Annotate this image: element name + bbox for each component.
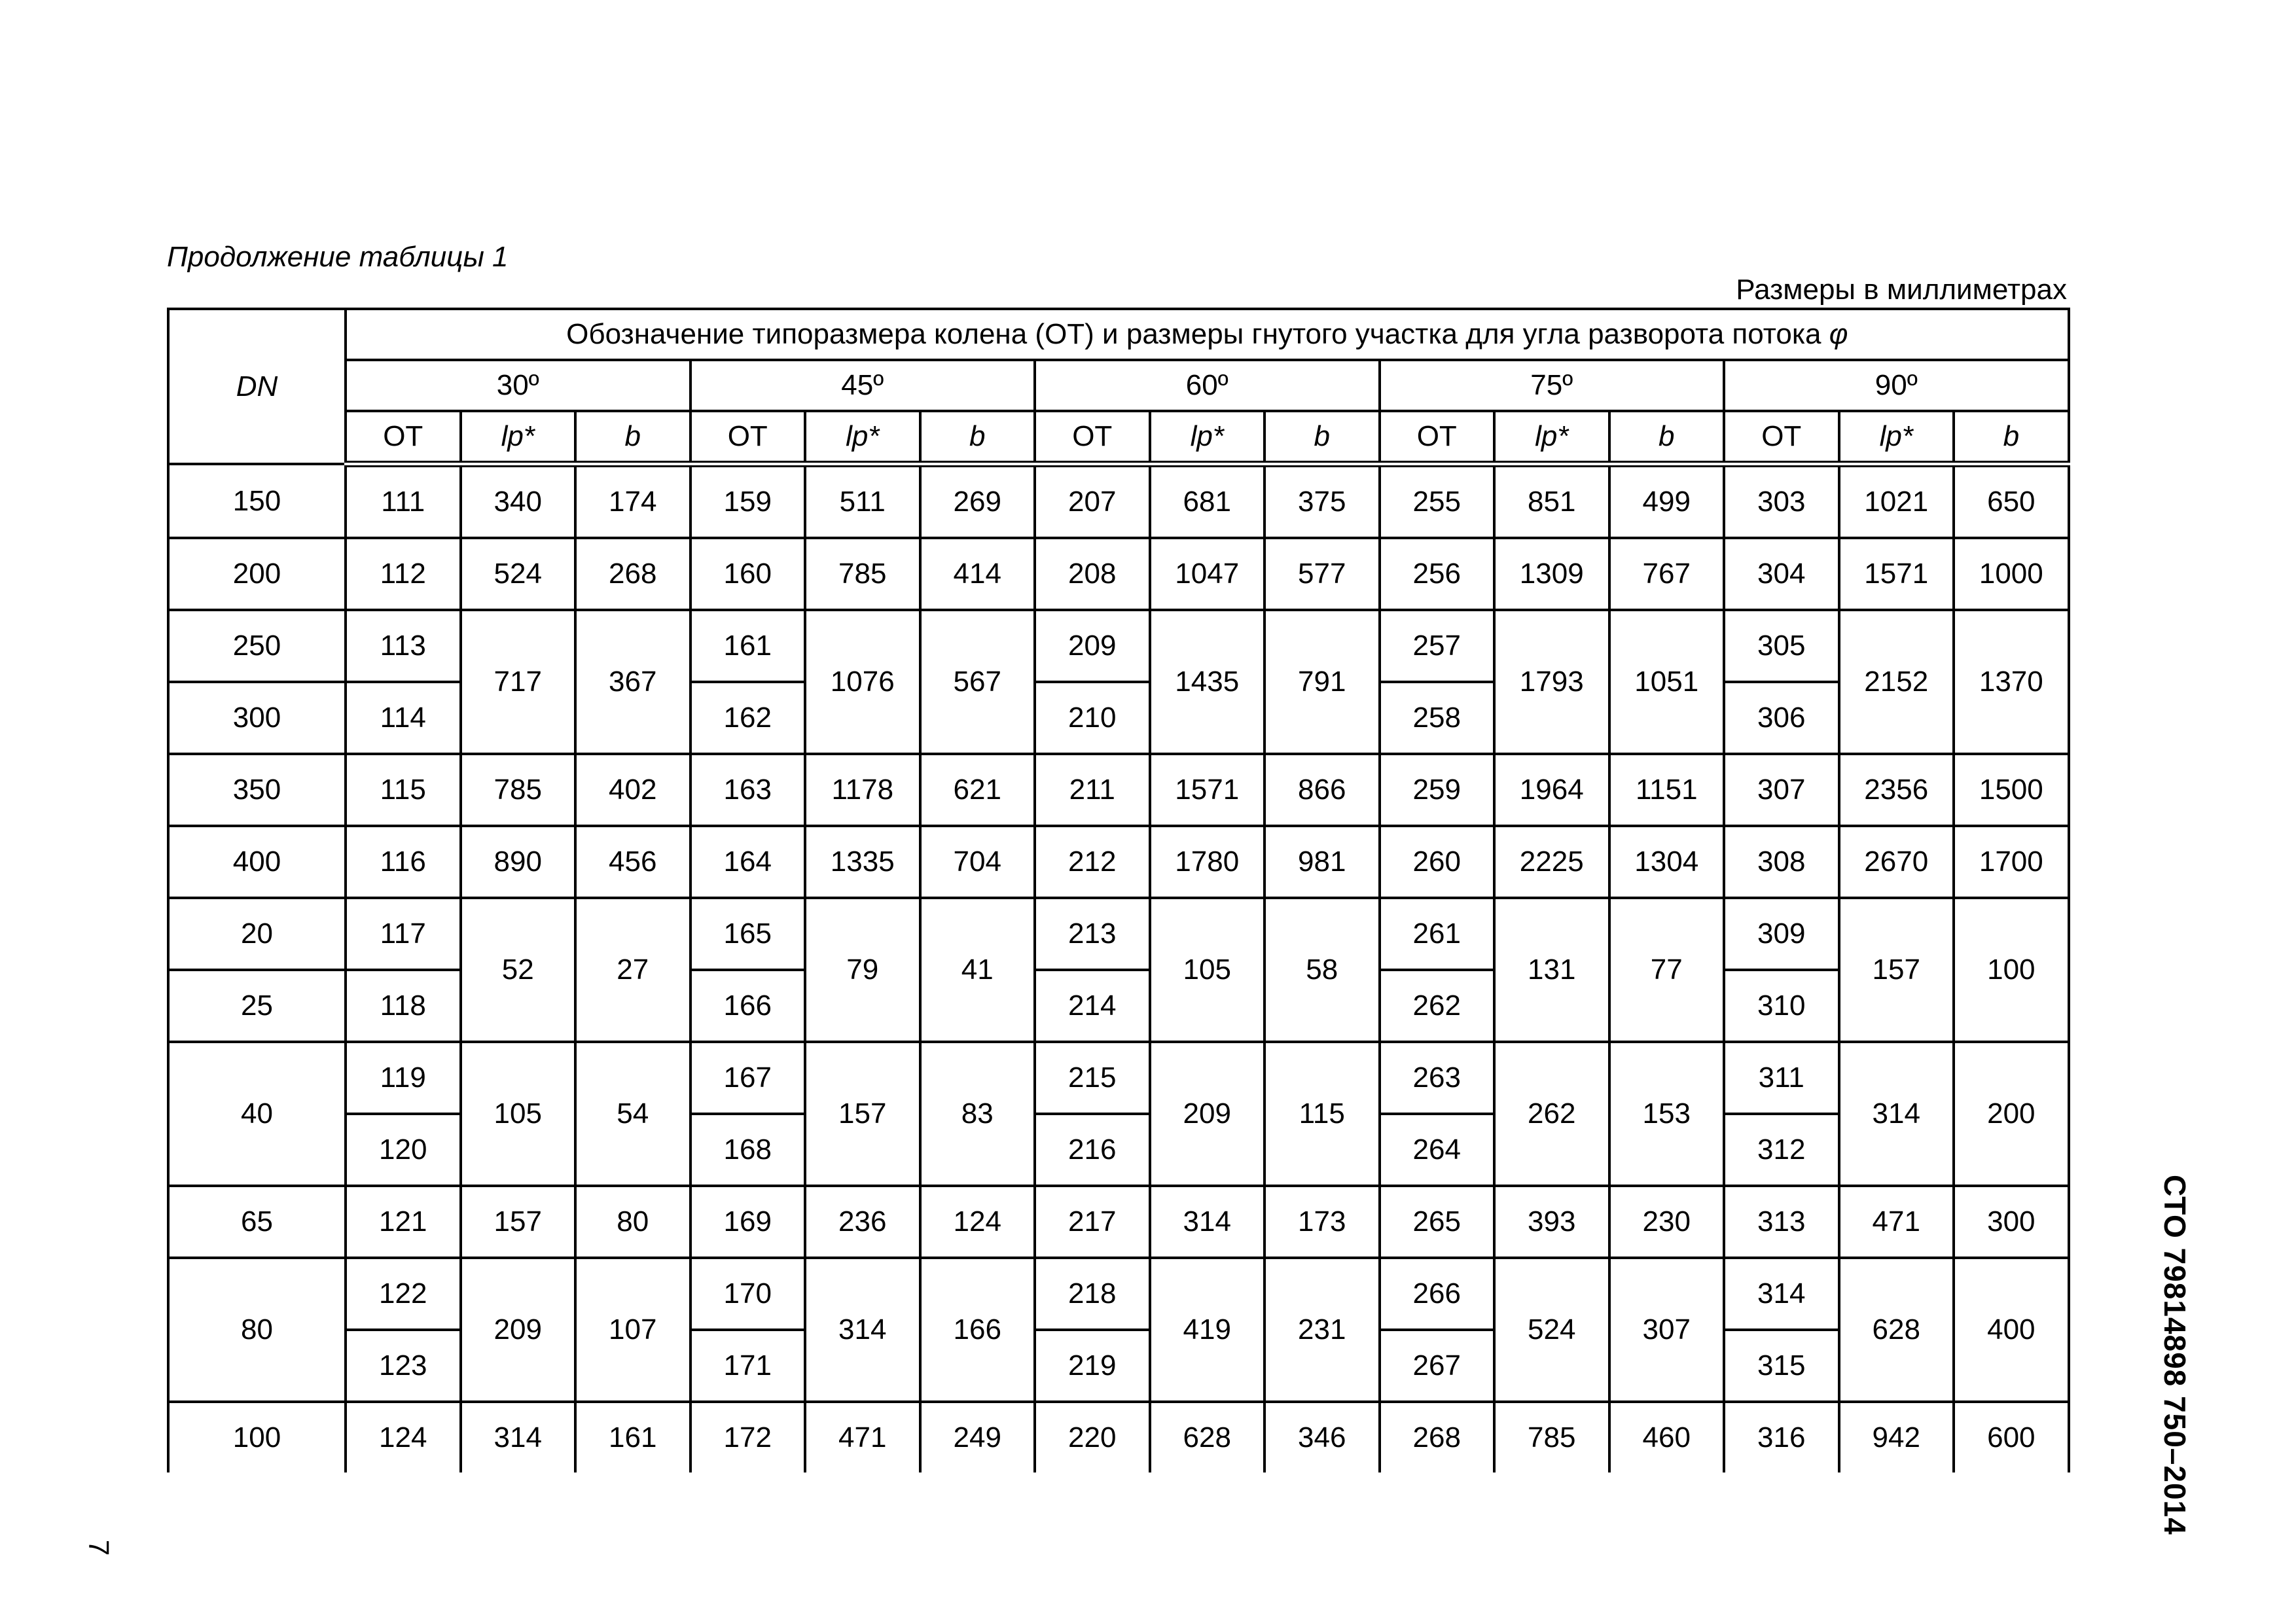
table-row <box>168 754 2069 826</box>
cell-ot: 316 <box>1724 1402 1839 1472</box>
cell-dn: 400 <box>168 826 346 898</box>
cell-lp: 157 <box>805 1042 920 1186</box>
cell-lp: 131 <box>1494 898 1609 1042</box>
table-row <box>168 538 2069 610</box>
cell-lp: 2670 <box>1839 826 1954 898</box>
cell-ot: 311 <box>1724 1042 1839 1114</box>
header-sub-b: b <box>920 411 1035 464</box>
table-row <box>168 464 2069 538</box>
cell-lp: 2356 <box>1839 754 1954 826</box>
cell-lp: 79 <box>805 898 920 1042</box>
table-row <box>168 1402 2069 1472</box>
cell-ot: 172 <box>691 1402 806 1472</box>
cell-ot: 306 <box>1724 682 1839 754</box>
cell-lp: 524 <box>1494 1258 1609 1402</box>
cell-b: 1370 <box>1954 610 2069 754</box>
cell-b: 1051 <box>1609 610 1725 754</box>
table-row <box>168 1258 2069 1330</box>
cell-lp: 471 <box>1839 1186 1954 1258</box>
table-row <box>168 1330 2069 1402</box>
cell-ot: 168 <box>691 1114 806 1186</box>
cell-lp: 524 <box>461 538 576 610</box>
cell-lp: 52 <box>461 898 576 1042</box>
cell-lp: 209 <box>461 1258 576 1402</box>
header-sub-lp: lp* <box>1839 411 1954 464</box>
cell-dn: 300 <box>168 682 346 754</box>
cell-ot: 164 <box>691 826 806 898</box>
cell-b: 107 <box>575 1258 691 1402</box>
cell-b: 704 <box>920 826 1035 898</box>
header-angle: 60º <box>1035 360 1380 411</box>
cell-ot: 266 <box>1380 1258 1495 1330</box>
header-sub-lp: lp* <box>1150 411 1265 464</box>
cell-ot: 315 <box>1724 1330 1839 1402</box>
table-row <box>168 682 2069 754</box>
header-sub-ot: ОТ <box>1035 411 1150 464</box>
cell-lp: 851 <box>1494 464 1609 538</box>
cell-lp: 785 <box>461 754 576 826</box>
header-sub-ot: ОТ <box>691 411 806 464</box>
cell-b: 767 <box>1609 538 1725 610</box>
cell-b: 375 <box>1265 464 1380 538</box>
cell-dn: 100 <box>168 1402 346 1472</box>
cell-ot: 216 <box>1035 1114 1150 1186</box>
cell-b: 1151 <box>1609 754 1725 826</box>
cell-ot: 303 <box>1724 464 1839 538</box>
cell-lp: 890 <box>461 826 576 898</box>
cell-ot: 113 <box>346 610 461 682</box>
cell-ot: 210 <box>1035 682 1150 754</box>
cell-dn: 80 <box>168 1258 346 1402</box>
cell-lp: 511 <box>805 464 920 538</box>
cell-ot: 268 <box>1380 1402 1495 1472</box>
cell-lp: 471 <box>805 1402 920 1472</box>
cell-dn: 25 <box>168 970 346 1042</box>
cell-b: 346 <box>1265 1402 1380 1472</box>
cell-ot: 265 <box>1380 1186 1495 1258</box>
cell-lp: 1178 <box>805 754 920 826</box>
cell-lp: 314 <box>461 1402 576 1472</box>
cell-lp: 314 <box>805 1258 920 1402</box>
cell-b: 1000 <box>1954 538 2069 610</box>
cell-b: 58 <box>1265 898 1380 1042</box>
cell-dn: 350 <box>168 754 346 826</box>
group-title-text: Обозначение типоразмера колена (ОТ) и размеры гнутого участка для угла разворота потока <box>566 318 1829 350</box>
cell-lp: 157 <box>1839 898 1954 1042</box>
cell-b: 174 <box>575 464 691 538</box>
cell-ot: 160 <box>691 538 806 610</box>
cell-ot: 171 <box>691 1330 806 1402</box>
header-angle: 75º <box>1380 360 1725 411</box>
cell-ot: 118 <box>346 970 461 1042</box>
cell-lp: 105 <box>1150 898 1265 1042</box>
cell-lp: 1780 <box>1150 826 1265 898</box>
cell-b: 268 <box>575 538 691 610</box>
cell-ot: 262 <box>1380 970 1495 1042</box>
page-number: 7 <box>82 1539 115 1556</box>
cell-ot: 255 <box>1380 464 1495 538</box>
cell-b: 499 <box>1609 464 1725 538</box>
cell-b: 83 <box>920 1042 1035 1186</box>
header-sub-b: b <box>1265 411 1380 464</box>
header-sub-ot: ОТ <box>346 411 461 464</box>
cell-b: 80 <box>575 1186 691 1258</box>
cell-b: 621 <box>920 754 1035 826</box>
cell-ot: 207 <box>1035 464 1150 538</box>
cell-lp: 105 <box>461 1042 576 1186</box>
cell-b: 300 <box>1954 1186 2069 1258</box>
table-row <box>168 1114 2069 1186</box>
cell-ot: 215 <box>1035 1042 1150 1114</box>
cell-ot: 218 <box>1035 1258 1150 1330</box>
header-sub-ot: ОТ <box>1380 411 1495 464</box>
cell-ot: 170 <box>691 1258 806 1330</box>
cell-b: 414 <box>920 538 1035 610</box>
header-group-title <box>346 309 2069 360</box>
header-dn: DN <box>168 309 346 464</box>
table-row <box>168 1042 2069 1114</box>
cell-b: 115 <box>1265 1042 1380 1186</box>
cell-ot: 167 <box>691 1042 806 1114</box>
header-sub-b: b <box>1954 411 2069 464</box>
cell-lp: 1435 <box>1150 610 1265 754</box>
table-row <box>168 898 2069 970</box>
cell-lp: 681 <box>1150 464 1265 538</box>
cell-ot: 219 <box>1035 1330 1150 1402</box>
cell-ot: 208 <box>1035 538 1150 610</box>
header-angle: 90º <box>1724 360 2069 411</box>
cell-b: 1500 <box>1954 754 2069 826</box>
cell-dn: 250 <box>168 610 346 682</box>
cell-lp: 785 <box>1494 1402 1609 1472</box>
cell-b: 27 <box>575 898 691 1042</box>
cell-b: 269 <box>920 464 1035 538</box>
cell-ot: 120 <box>346 1114 461 1186</box>
document-designation: СТО 79814898 750–2014 <box>2158 1175 2192 1535</box>
cell-ot: 112 <box>346 538 461 610</box>
cell-lp: 1335 <box>805 826 920 898</box>
cell-b: 41 <box>920 898 1035 1042</box>
cell-lp: 1047 <box>1150 538 1265 610</box>
cell-ot: 161 <box>691 610 806 682</box>
cell-ot: 314 <box>1724 1258 1839 1330</box>
cell-b: 166 <box>920 1258 1035 1402</box>
cell-b: 54 <box>575 1042 691 1186</box>
cell-lp: 942 <box>1839 1402 1954 1472</box>
cell-lp: 393 <box>1494 1186 1609 1258</box>
cell-ot: 117 <box>346 898 461 970</box>
header-sub-lp: lp* <box>1494 411 1609 464</box>
header-sub-b: b <box>575 411 691 464</box>
cell-ot: 310 <box>1724 970 1839 1042</box>
cell-lp: 314 <box>1839 1042 1954 1186</box>
cell-ot: 111 <box>346 464 461 538</box>
cell-b: 1700 <box>1954 826 2069 898</box>
cell-ot: 212 <box>1035 826 1150 898</box>
cell-b: 173 <box>1265 1186 1380 1258</box>
cell-ot: 256 <box>1380 538 1495 610</box>
cell-ot: 220 <box>1035 1402 1150 1472</box>
cell-dn: 40 <box>168 1042 346 1186</box>
cell-b: 400 <box>1954 1258 2069 1402</box>
table-row <box>168 1186 2069 1258</box>
cell-ot: 115 <box>346 754 461 826</box>
cell-b: 1304 <box>1609 826 1725 898</box>
cell-ot: 166 <box>691 970 806 1042</box>
cell-b: 307 <box>1609 1258 1725 1402</box>
cell-b: 153 <box>1609 1042 1725 1186</box>
cell-lp: 1076 <box>805 610 920 754</box>
table-caption: Продолжение таблицы 1 <box>167 241 509 273</box>
cell-ot: 209 <box>1035 610 1150 682</box>
cell-ot: 119 <box>346 1042 461 1114</box>
cell-b: 161 <box>575 1402 691 1472</box>
cell-b: 100 <box>1954 898 2069 1042</box>
cell-ot: 305 <box>1724 610 1839 682</box>
cell-b: 981 <box>1265 826 1380 898</box>
cell-lp: 157 <box>461 1186 576 1258</box>
cell-ot: 122 <box>346 1258 461 1330</box>
cell-ot: 267 <box>1380 1330 1495 1402</box>
cell-ot: 159 <box>691 464 806 538</box>
cell-b: 577 <box>1265 538 1380 610</box>
cell-ot: 217 <box>1035 1186 1150 1258</box>
cell-lp: 419 <box>1150 1258 1265 1402</box>
cell-b: 200 <box>1954 1042 2069 1186</box>
cell-ot: 211 <box>1035 754 1150 826</box>
cell-ot: 114 <box>346 682 461 754</box>
cell-lp: 785 <box>805 538 920 610</box>
header-angle: 45º <box>691 360 1035 411</box>
cell-b: 456 <box>575 826 691 898</box>
cell-ot: 261 <box>1380 898 1495 970</box>
cell-ot: 214 <box>1035 970 1150 1042</box>
cell-lp: 1793 <box>1494 610 1609 754</box>
dimensions-table <box>167 308 2070 1472</box>
units-note: Размеры в миллиметрах <box>1736 274 2067 306</box>
cell-b: 567 <box>920 610 1035 754</box>
cell-lp: 314 <box>1150 1186 1265 1258</box>
cell-dn: 65 <box>168 1186 346 1258</box>
cell-lp: 2152 <box>1839 610 1954 754</box>
table-row <box>168 826 2069 898</box>
cell-ot: 116 <box>346 826 461 898</box>
cell-ot: 162 <box>691 682 806 754</box>
cell-ot: 257 <box>1380 610 1495 682</box>
cell-ot: 307 <box>1724 754 1839 826</box>
cell-dn: 150 <box>168 464 346 538</box>
cell-b: 866 <box>1265 754 1380 826</box>
cell-ot: 312 <box>1724 1114 1839 1186</box>
cell-dn: 200 <box>168 538 346 610</box>
cell-b: 402 <box>575 754 691 826</box>
cell-ot: 308 <box>1724 826 1839 898</box>
cell-lp: 262 <box>1494 1042 1609 1186</box>
cell-lp: 1964 <box>1494 754 1609 826</box>
cell-b: 600 <box>1954 1402 2069 1472</box>
cell-b: 230 <box>1609 1186 1725 1258</box>
cell-lp: 628 <box>1839 1258 1954 1402</box>
cell-b: 124 <box>920 1186 1035 1258</box>
cell-ot: 304 <box>1724 538 1839 610</box>
cell-ot: 169 <box>691 1186 806 1258</box>
table-row <box>168 970 2069 1042</box>
cell-ot: 309 <box>1724 898 1839 970</box>
cell-lp: 1021 <box>1839 464 1954 538</box>
cell-ot: 263 <box>1380 1042 1495 1114</box>
cell-lp: 1309 <box>1494 538 1609 610</box>
phi-symbol: φ <box>1829 318 1848 350</box>
cell-lp: 209 <box>1150 1042 1265 1186</box>
cell-ot: 313 <box>1724 1186 1839 1258</box>
cell-b: 650 <box>1954 464 2069 538</box>
cell-b: 460 <box>1609 1402 1725 1472</box>
cell-lp: 717 <box>461 610 576 754</box>
cell-ot: 260 <box>1380 826 1495 898</box>
cell-ot: 124 <box>346 1402 461 1472</box>
table-row <box>168 610 2069 682</box>
cell-ot: 264 <box>1380 1114 1495 1186</box>
cell-ot: 123 <box>346 1330 461 1402</box>
cell-lp: 628 <box>1150 1402 1265 1472</box>
cell-lp: 1571 <box>1839 538 1954 610</box>
cell-lp: 236 <box>805 1186 920 1258</box>
cell-ot: 165 <box>691 898 806 970</box>
cell-b: 791 <box>1265 610 1380 754</box>
cell-lp: 340 <box>461 464 576 538</box>
cell-ot: 259 <box>1380 754 1495 826</box>
cell-lp: 1571 <box>1150 754 1265 826</box>
cell-dn: 20 <box>168 898 346 970</box>
cell-lp: 2225 <box>1494 826 1609 898</box>
header-sub-lp: lp* <box>461 411 576 464</box>
cell-ot: 121 <box>346 1186 461 1258</box>
header-angle: 30º <box>346 360 691 411</box>
cell-b: 77 <box>1609 898 1725 1042</box>
cell-b: 249 <box>920 1402 1035 1472</box>
cell-ot: 213 <box>1035 898 1150 970</box>
header-sub-ot: ОТ <box>1724 411 1839 464</box>
cell-ot: 163 <box>691 754 806 826</box>
header-sub-lp: lp* <box>805 411 920 464</box>
header-sub-b: b <box>1609 411 1725 464</box>
cell-b: 367 <box>575 610 691 754</box>
cell-b: 231 <box>1265 1258 1380 1402</box>
cell-ot: 258 <box>1380 682 1495 754</box>
